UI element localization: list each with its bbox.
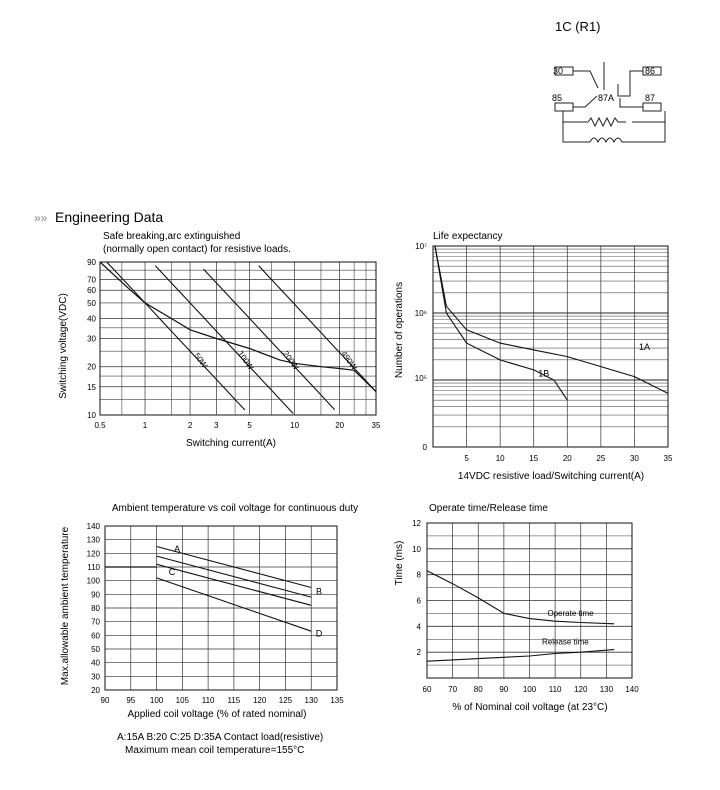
power-line-label: 50W bbox=[192, 351, 210, 370]
x-tick-label: 120 bbox=[252, 696, 267, 705]
series-label-1B: 1B bbox=[538, 368, 550, 379]
series-label-release: Release time bbox=[542, 637, 589, 647]
x-tick-label: 95 bbox=[126, 696, 136, 705]
x-tick-label: 120 bbox=[574, 685, 588, 694]
section-title: Engineering Data bbox=[55, 209, 164, 225]
x-tick-label: 70 bbox=[448, 685, 458, 694]
x-tick-label: 130 bbox=[599, 685, 614, 694]
y-tick-label: 15 bbox=[87, 382, 96, 392]
x-tick-label: 90 bbox=[499, 685, 509, 694]
chart3-note-2: Maximum mean coil temperature=155°C bbox=[125, 745, 305, 756]
chart2-xlabel: 14VDC resistive load/Switching current(A) bbox=[457, 471, 645, 482]
chart1-xlabel: Switching current(A) bbox=[185, 438, 277, 449]
plot-frame bbox=[433, 246, 668, 447]
chart-life-expectancy bbox=[415, 242, 673, 463]
x-tick-label: 10 bbox=[495, 454, 505, 463]
x-tick-label: 125 bbox=[278, 696, 293, 705]
chart3-ylabel: Max.allowable ambient temperature bbox=[60, 526, 71, 686]
y-tick-label: 20 bbox=[91, 686, 100, 695]
y-tick-label: 8 bbox=[416, 570, 421, 580]
x-tick-label: 35 bbox=[663, 454, 673, 463]
chart3-note-1: A:15A B:20 C:25 D:35A Contact load(resistive) bbox=[117, 732, 324, 743]
y-tick-label: 110 bbox=[87, 563, 100, 572]
chart3-title: Ambient temperature vs coil voltage for continuous duty bbox=[111, 503, 359, 514]
y-tick-label: 60 bbox=[87, 286, 96, 296]
x-tick-label: 90 bbox=[100, 696, 110, 705]
schematic-title: 1C (R1) bbox=[555, 19, 601, 34]
x-tick-label: 80 bbox=[473, 685, 483, 694]
y-tick-label: 40 bbox=[91, 658, 100, 668]
x-tick-label: 100 bbox=[522, 685, 537, 694]
x-tick-label: 130 bbox=[304, 696, 318, 705]
x-tick-label: 15 bbox=[529, 454, 539, 463]
power-line-490W bbox=[259, 266, 376, 392]
x-tick-label: 30 bbox=[629, 454, 639, 463]
series-label-1A: 1A bbox=[638, 341, 651, 352]
series-label-operate: Operate time bbox=[547, 609, 594, 618]
section-arrows: »» bbox=[34, 211, 48, 225]
x-tick-label: 0.5 bbox=[94, 421, 106, 430]
chart4-ylabel: Time (ms) bbox=[394, 540, 405, 586]
pin-label-87a: 87A bbox=[598, 93, 615, 103]
y-tick-label: 12 bbox=[412, 519, 421, 528]
chart1-subtitle: (normally open contact) for resistive loads. bbox=[103, 244, 291, 255]
power-line-label: 200W bbox=[281, 349, 301, 372]
y-tick-label: 90 bbox=[91, 590, 100, 600]
x-tick-label: 35 bbox=[371, 421, 381, 430]
breaking-curve bbox=[100, 262, 376, 392]
series-label-B: B bbox=[315, 586, 322, 597]
y-tick-label: 50 bbox=[87, 298, 96, 308]
chart2-ylabel: Number of operations bbox=[394, 281, 405, 379]
pin-label-30: 30 bbox=[553, 66, 564, 76]
power-line-label: 490W bbox=[339, 349, 359, 372]
y-tick-label: 140 bbox=[86, 522, 100, 531]
y-tick-label: 120 bbox=[86, 549, 100, 559]
y-tick-label: 70 bbox=[91, 617, 100, 627]
power-line-100W bbox=[155, 266, 293, 414]
chart1-title: Safe breaking,arc extinguished bbox=[103, 231, 241, 242]
chart3-xlabel: Applied coil voltage (% of rated nominal) bbox=[127, 709, 307, 720]
y-tick-label: 40 bbox=[87, 314, 96, 324]
y-tick-label: 50 bbox=[91, 645, 100, 654]
y-tick-label: 100 bbox=[86, 576, 100, 586]
y-tick-label: 30 bbox=[87, 334, 96, 344]
x-tick-label: 20 bbox=[335, 421, 345, 430]
x-tick-label: 110 bbox=[201, 696, 215, 705]
y-tick-label: 80 bbox=[91, 604, 100, 613]
y-tick-label: 0 bbox=[422, 443, 427, 452]
chart4-title: Operate time/Release time bbox=[429, 503, 548, 514]
x-tick-label: 115 bbox=[227, 696, 241, 705]
x-tick-label: 1 bbox=[142, 421, 148, 430]
chart4-xlabel: % of Nominal coil voltage (at 23°C) bbox=[452, 702, 608, 713]
chart-safe-breaking bbox=[87, 258, 381, 430]
x-tick-label: 20 bbox=[562, 454, 572, 463]
series-label-C: C bbox=[168, 567, 176, 578]
y-tick-label: 2 bbox=[416, 648, 421, 658]
x-tick-label: 110 bbox=[548, 685, 562, 694]
chart-operate-release-time bbox=[412, 519, 639, 694]
y-tick-label: 10 bbox=[412, 544, 421, 554]
x-tick-label: 135 bbox=[330, 696, 344, 705]
chart-ambient-temperature bbox=[87, 522, 345, 705]
x-tick-label: 105 bbox=[175, 696, 190, 705]
y-tick-label: 90 bbox=[87, 258, 96, 267]
pin-label-86: 86 bbox=[645, 66, 656, 76]
chart2-title: Life expectancy bbox=[433, 231, 503, 242]
resistor-symbol bbox=[588, 118, 626, 126]
pin-87-box bbox=[643, 103, 661, 111]
y-tick-label: 30 bbox=[91, 672, 100, 682]
x-tick-label: 25 bbox=[596, 454, 606, 463]
x-tick-label: 5 bbox=[247, 421, 252, 430]
pin-label-85: 85 bbox=[552, 93, 563, 103]
x-tick-label: 5 bbox=[464, 454, 469, 463]
x-tick-label: 2 bbox=[187, 421, 193, 430]
y-tick-label: 10⁶ bbox=[414, 309, 427, 318]
pin-85-box bbox=[555, 103, 573, 111]
x-tick-label: 140 bbox=[625, 685, 639, 694]
x-tick-label: 10 bbox=[290, 421, 300, 430]
y-tick-label: 10⁵ bbox=[414, 374, 427, 383]
series-label-A: A bbox=[174, 543, 181, 554]
power-line-50W bbox=[107, 262, 245, 410]
y-tick-label: 130 bbox=[86, 535, 100, 545]
chart1-ylabel: Switching voltage(VDC) bbox=[58, 293, 69, 399]
time-curve-1 bbox=[427, 650, 614, 662]
power-line-label: 100W bbox=[235, 349, 256, 372]
x-tick-label: 3 bbox=[214, 421, 219, 430]
x-tick-label: 60 bbox=[422, 685, 432, 694]
y-tick-label: 70 bbox=[87, 275, 96, 285]
y-tick-label: 10 bbox=[87, 411, 96, 420]
series-label-D: D bbox=[315, 628, 323, 639]
relay-schematic bbox=[552, 19, 665, 142]
y-tick-label: 4 bbox=[416, 622, 421, 632]
coil-symbol bbox=[590, 138, 626, 142]
y-tick-label: 20 bbox=[87, 362, 96, 372]
y-tick-label: 10⁷ bbox=[415, 242, 427, 251]
y-tick-label: 6 bbox=[416, 596, 421, 606]
pin-label-87: 87 bbox=[645, 93, 656, 103]
x-tick-label: 100 bbox=[149, 696, 164, 705]
y-tick-label: 60 bbox=[91, 631, 100, 641]
